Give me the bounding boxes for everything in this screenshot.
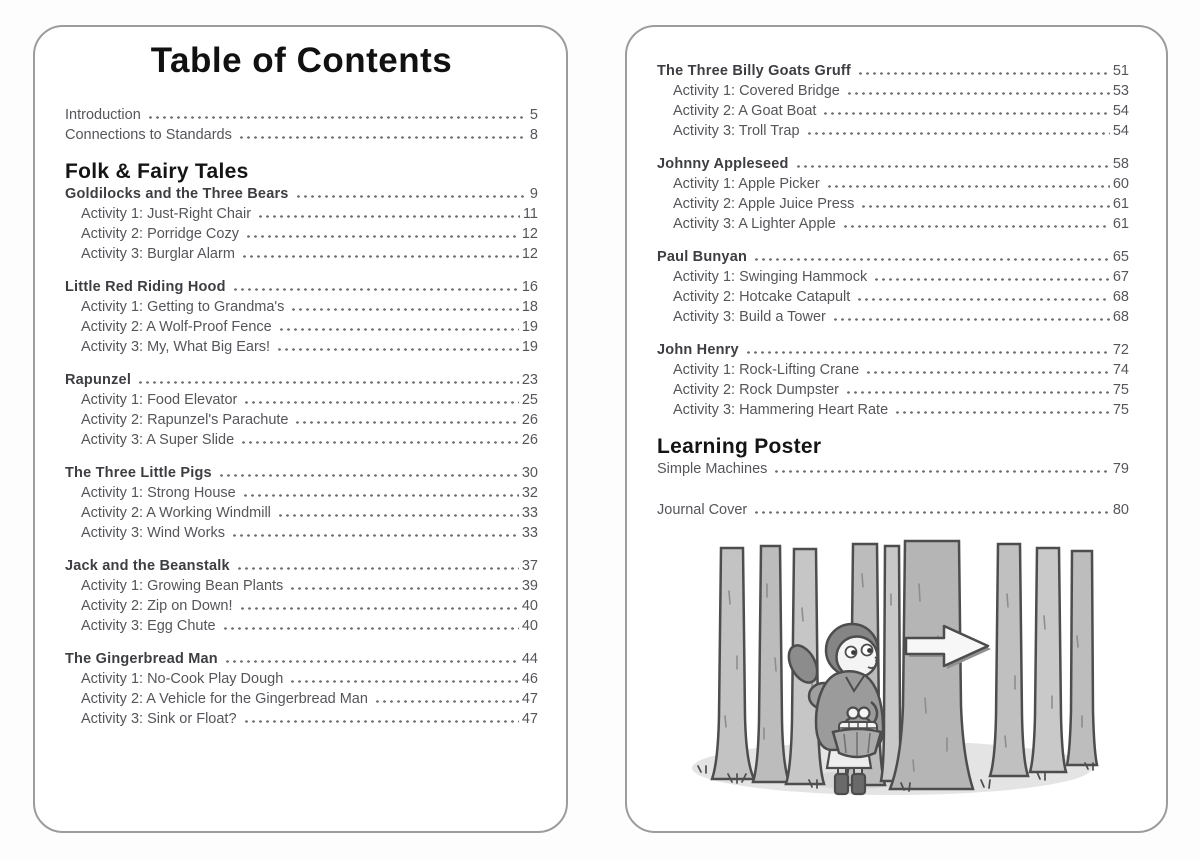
toc-entry-page: 61 (1112, 216, 1129, 232)
toc-entry-label: Paul Bunyan (657, 249, 748, 265)
toc-entry-page: 12 (521, 246, 538, 262)
toc-entry-page: 51 (1112, 63, 1129, 79)
section-header-folk-fairy-tales: Folk & Fairy Tales (65, 160, 249, 183)
dot-leader (846, 82, 1110, 95)
tree-trunk (890, 541, 973, 789)
toc-entry (65, 430, 538, 450)
toc-entry-label: Activity 1: Covered Bridge (673, 83, 840, 99)
dot-leader (241, 245, 519, 258)
toc-entry-page: 39 (521, 578, 538, 594)
toc-entry (657, 380, 1129, 400)
dot-leader (753, 501, 1110, 514)
toc-entry (65, 317, 538, 337)
toc-entry-label: Simple Machines (657, 461, 768, 477)
toc-entry (657, 214, 1129, 234)
toc-entry-label: Activity 1: Just-Right Chair (81, 206, 252, 222)
dot-leader (238, 126, 527, 139)
toc-entry-label: Connections to Standards (65, 127, 232, 143)
girl-boot (835, 774, 848, 794)
dot-leader (245, 225, 519, 238)
toc-entry (65, 576, 538, 596)
toc-entry (65, 105, 538, 125)
toc-entry-label: Activity 3: A Super Slide (81, 432, 235, 448)
toc-entry (65, 337, 538, 357)
toc-entry-page: 19 (521, 319, 538, 335)
toc-entry (657, 360, 1129, 380)
tree-trunk (1067, 551, 1097, 765)
toc-entry (65, 649, 538, 669)
dot-leader (277, 504, 519, 517)
toc-entry-page: 25 (521, 392, 538, 408)
toc-group (657, 154, 1129, 234)
toc-entry-label: Activity 2: A Wolf-Proof Fence (81, 319, 272, 335)
toc-entry-page: 12 (521, 226, 538, 242)
toc-entry-label: Activity 2: Hotcake Catapult (673, 289, 851, 305)
toc-entry (65, 184, 538, 204)
toc-entry (657, 340, 1129, 360)
toc-entry (65, 556, 538, 576)
toc-entry-label: Activity 1: Apple Picker (673, 176, 820, 192)
toc-entry-label: Activity 2: A Goat Boat (673, 103, 817, 119)
dot-leader (231, 524, 519, 537)
toc-entry-page: 72 (1112, 342, 1129, 358)
toc-entry-label: Activity 2: A Working Windmill (81, 505, 271, 521)
toc-entry-label: Activity 3: A Lighter Apple (673, 216, 836, 232)
dot-leader (239, 597, 519, 610)
toc-entry-label: The Gingerbread Man (65, 651, 218, 667)
toc-entry-page: 30 (521, 465, 538, 481)
toc-entry (657, 194, 1129, 214)
toc-entry (65, 463, 538, 483)
dot-leader (243, 710, 519, 723)
toc-entry-page: 80 (1112, 502, 1129, 518)
toc-entry-label: John Henry (657, 342, 739, 358)
toc-group (65, 649, 538, 729)
toc-entry-label: Activity 2: Rock Dumpster (673, 382, 839, 398)
toc-entry-label: Activity 3: My, What Big Ears! (81, 339, 271, 355)
toc-entry-page: 75 (1112, 382, 1129, 398)
toc-entry (65, 689, 538, 709)
toc-entry-label: Activity 2: Apple Juice Press (673, 196, 855, 212)
toc-entry-page: 67 (1112, 269, 1129, 285)
dot-leader (857, 62, 1110, 75)
dot-leader (289, 577, 519, 590)
dot-leader (295, 185, 527, 198)
dot-leader (137, 371, 519, 384)
dot-leader (242, 484, 519, 497)
toc-entry-page: 8 (529, 127, 538, 143)
toc-entry-label: Activity 2: Rapunzel's Parachute (81, 412, 289, 428)
toc-entry-page: 65 (1112, 249, 1129, 265)
toc-entry (65, 277, 538, 297)
toc-entry (65, 503, 538, 523)
toc-entry-page: 47 (521, 691, 538, 707)
toc-entry (65, 483, 538, 503)
girl-hand (859, 708, 870, 719)
toc-entry-page: 40 (521, 618, 538, 634)
dot-leader (806, 122, 1110, 135)
toc-entry (65, 297, 538, 317)
toc-entry (65, 709, 538, 729)
toc-entry-page: 9 (529, 186, 538, 202)
dot-leader (795, 155, 1110, 168)
toc-entry (657, 307, 1129, 327)
toc-entry (657, 81, 1129, 101)
toc-entry-page: 68 (1112, 289, 1129, 305)
toc-entry (657, 247, 1129, 267)
toc-entry (65, 224, 538, 244)
toc-entry-page: 33 (521, 525, 538, 541)
toc-group (65, 463, 538, 543)
dot-leader (845, 381, 1110, 394)
toc-entry (65, 410, 538, 430)
dot-leader (860, 195, 1110, 208)
toc-entry-page: 75 (1112, 402, 1129, 418)
toc-entry-page: 16 (521, 279, 538, 295)
dot-leader (745, 341, 1110, 354)
toc-group (65, 184, 538, 264)
toc-entry-label: Activity 1: No-Cook Play Dough (81, 671, 284, 687)
toc-entry-label: Activity 3: Build a Tower (673, 309, 826, 325)
dot-leader (832, 308, 1110, 321)
dot-leader (753, 248, 1110, 261)
toc-entry (65, 244, 538, 264)
toc-entry (65, 523, 538, 543)
toc-entry-page: 5 (529, 107, 538, 123)
toc-entry (657, 400, 1129, 420)
toc-entry-page: 26 (521, 412, 538, 428)
toc-entry-label: Activity 3: Burglar Alarm (81, 246, 235, 262)
toc-entry-label: Little Red Riding Hood (65, 279, 226, 295)
toc-entry (657, 174, 1129, 194)
toc-entry-label: Activity 3: Egg Chute (81, 618, 216, 634)
toc-group (657, 247, 1129, 327)
toc-entry-page: 18 (521, 299, 538, 315)
dot-leader (842, 215, 1110, 228)
girl-boot (852, 774, 865, 794)
toc-entry (65, 669, 538, 689)
toc-entry-page: 54 (1112, 103, 1129, 119)
tree-trunk (712, 548, 754, 779)
toc-entry-label: Activity 1: Food Elevator (81, 392, 238, 408)
forest-illustration-svg (674, 536, 1112, 798)
toc-entry-page: 74 (1112, 362, 1129, 378)
toc-group (65, 556, 538, 636)
toc-entry (65, 370, 538, 390)
toc-entry-label: Activity 3: Wind Works (81, 525, 225, 541)
toc-entry (657, 267, 1129, 287)
toc-entry-label: Introduction (65, 107, 141, 123)
dot-leader (856, 288, 1110, 301)
toc-entry (657, 500, 1129, 520)
dot-leader (826, 175, 1110, 188)
toc-entry-label: Activity 1: Swinging Hammock (673, 269, 868, 285)
left-page (33, 25, 568, 833)
front-matter (65, 105, 538, 145)
dot-leader (276, 338, 519, 351)
dot-leader (236, 557, 519, 570)
toc-entry (65, 616, 538, 636)
toc-entry (65, 125, 538, 145)
toc-entry-page: 60 (1112, 176, 1129, 192)
dot-leader (374, 690, 519, 703)
toc-entry-label: Activity 1: Growing Bean Plants (81, 578, 284, 594)
tree-trunk (1030, 548, 1066, 772)
toc-entry (65, 390, 538, 410)
toc-entry (657, 287, 1129, 307)
toc-entry (65, 596, 538, 616)
dot-leader (257, 205, 520, 218)
tree-trunk (990, 544, 1028, 776)
toc-entry (65, 204, 538, 224)
toc-entry-label: Rapunzel (65, 372, 132, 388)
dot-leader (278, 318, 519, 331)
toc-entry-page: 23 (521, 372, 538, 388)
toc-entry-label: Activity 2: Zip on Down! (81, 598, 233, 614)
toc-entry-page: 47 (521, 711, 538, 727)
tree-trunk (753, 546, 789, 782)
dot-leader (773, 460, 1109, 473)
toc-entry (657, 121, 1129, 141)
toc-entry-label: Activity 2: A Vehicle for the Gingerbread Man (81, 691, 368, 707)
toc-entry-label: Activity 2: Porridge Cozy (81, 226, 239, 242)
toc-entry-label: Activity 1: Strong House (81, 485, 236, 501)
toc-entry-label: Activity 3: Troll Trap (673, 123, 800, 139)
toc-entry-label: The Three Billy Goats Gruff (657, 63, 851, 79)
toc-entry-label: The Three Little Pigs (65, 465, 212, 481)
dot-leader (289, 670, 519, 683)
tree-trunks (712, 541, 1097, 789)
toc-entry (657, 61, 1129, 81)
toc-entry-page: 68 (1112, 309, 1129, 325)
dot-leader (147, 106, 527, 119)
toc-entry-page: 40 (521, 598, 538, 614)
toc-entry-page: 11 (522, 206, 538, 222)
dot-leader (224, 650, 519, 663)
girl-hand (848, 708, 859, 719)
dot-leader (232, 278, 519, 291)
dot-leader (243, 391, 519, 404)
toc-entry-page: 19 (521, 339, 538, 355)
toc-entry-page: 54 (1112, 123, 1129, 139)
section-header-learning-poster: Learning Poster (657, 435, 822, 458)
dot-leader (294, 411, 518, 424)
toc-entry-page: 44 (521, 651, 538, 667)
dot-leader (290, 298, 518, 311)
right-page (625, 25, 1168, 833)
toc-entry-label: Goldilocks and the Three Bears (65, 186, 289, 202)
toc-group (65, 277, 538, 357)
toc-entry (657, 154, 1129, 174)
toc-entry (657, 459, 1129, 479)
dot-leader (222, 617, 519, 630)
dot-leader (873, 268, 1110, 281)
toc-entry-label: Johnny Appleseed (657, 156, 789, 172)
toc-entry-page: 61 (1112, 196, 1129, 212)
dot-leader (894, 401, 1110, 414)
dot-leader (240, 431, 519, 444)
dot-leader (865, 361, 1110, 374)
toc-entry-page: 53 (1112, 83, 1129, 99)
forest-illustration (657, 536, 1129, 803)
toc-group (65, 370, 538, 450)
toc-group (657, 340, 1129, 420)
toc-entry-label: Journal Cover (657, 502, 748, 518)
dot-leader (822, 102, 1109, 115)
toc-entry-page: 46 (521, 671, 538, 687)
dot-leader (218, 464, 519, 477)
toc-entry-page: 37 (521, 558, 538, 574)
page-title: Table of Contents (150, 41, 453, 80)
toc-entry-label: Activity 3: Sink or Float? (81, 711, 237, 727)
toc-entry-page: 33 (521, 505, 538, 521)
toc-entry (657, 101, 1129, 121)
toc-entry-label: Activity 1: Rock-Lifting Crane (673, 362, 860, 378)
toc-entry-page: 26 (521, 432, 538, 448)
toc-entry-page: 32 (521, 485, 538, 501)
toc-entry-page: 58 (1112, 156, 1129, 172)
toc-entry-label: Activity 1: Getting to Grandma's (81, 299, 285, 315)
toc-group (657, 61, 1129, 141)
toc-entry-label: Jack and the Beanstalk (65, 558, 230, 574)
toc-entry-label: Activity 3: Hammering Heart Rate (673, 402, 889, 418)
toc-entry-page: 79 (1112, 461, 1129, 477)
